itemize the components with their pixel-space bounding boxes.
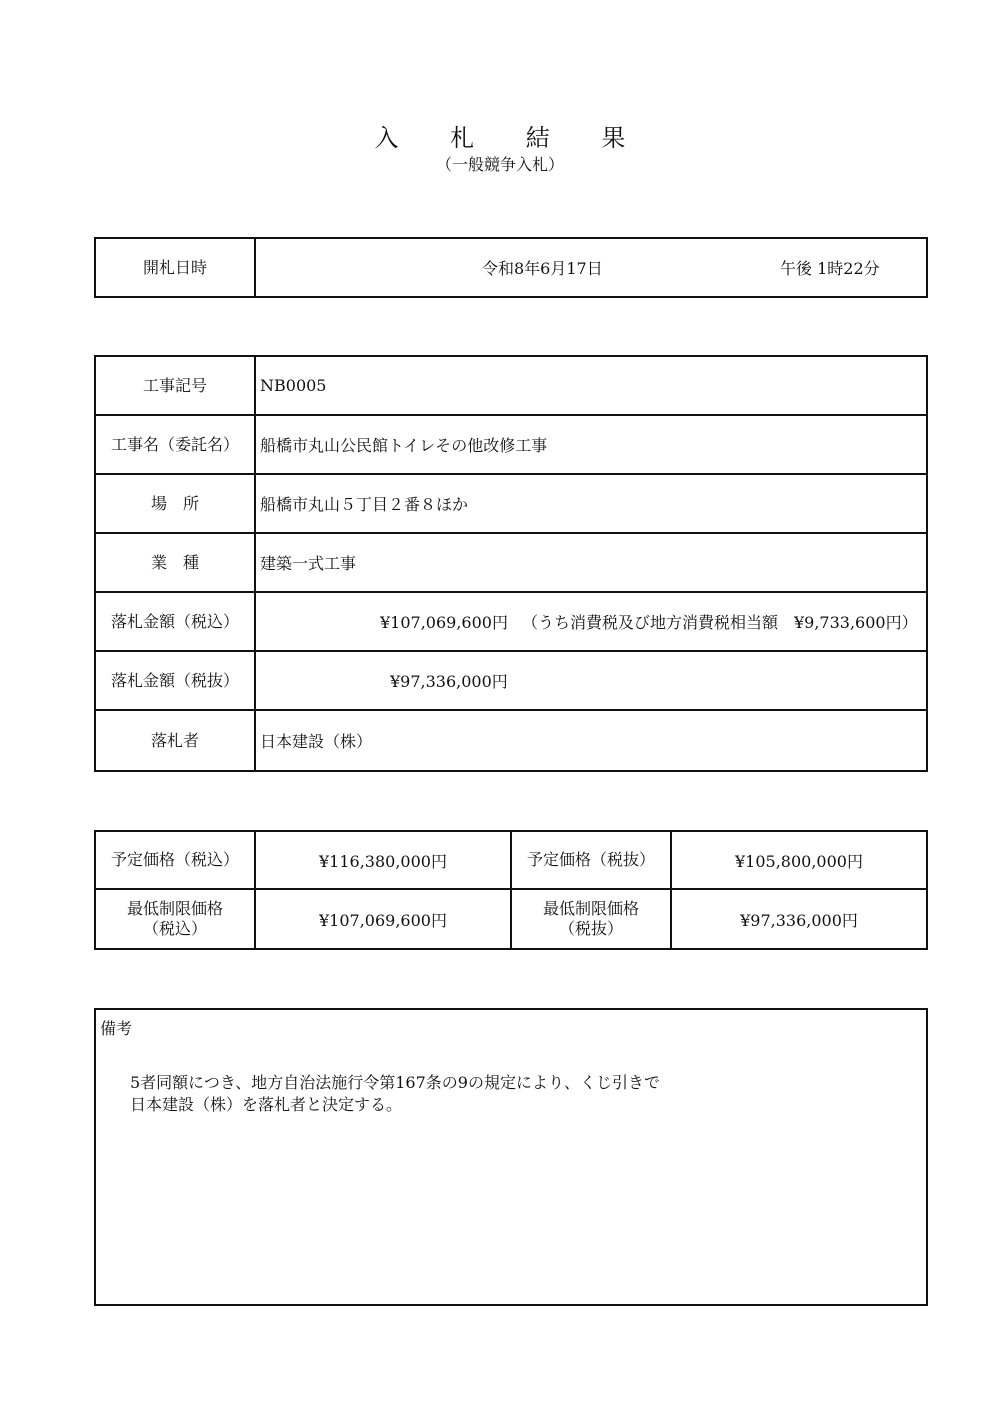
construction-name-value: 船橋市丸山公民館トイレその他改修工事 [260,436,548,455]
planned-price-excl-label: 予定価格（税抜） [512,832,672,888]
remarks-box [94,1008,928,1306]
bid-info-table [94,355,928,772]
winning-amount-excl-label: 落札金額（税抜） [96,652,256,709]
planned-price-excl-value: ¥105,800,000円 [735,851,863,871]
planned-price-incl-value: ¥116,380,000円 [256,832,512,888]
remarks-line-1: 5者同額につき、地方自治法施行令第167条の9の規定により、くじ引きで [130,1073,660,1092]
construction-name-label: 工事名（委託名） [96,416,256,473]
winner-value: 日本建設（株） [260,732,373,751]
min-price-incl-label-line2: （税込） [142,919,207,938]
winning-amount-incl-label: 落札金額（税込） [96,593,256,650]
open-datetime-row [96,239,926,296]
industry-label: 業 種 [96,534,256,591]
table-row [96,534,926,593]
table-row [96,711,926,770]
table-row [96,357,926,416]
page-title: 入 札 結 果 [374,124,648,152]
winning-amount-excl-cell [256,652,926,709]
open-time: 午後 1時22分 [780,259,880,278]
winner-label: 落札者 [96,711,256,770]
location-value: 船橋市丸山５丁目２番８ほか [260,495,469,514]
table-row [96,593,926,652]
table-row [96,475,926,534]
open-datetime-box [94,237,928,298]
min-price-incl-label-line1: 最低制限価格 [126,899,223,918]
table-row [96,416,926,475]
min-price-incl-value: ¥107,069,600円 [256,890,512,948]
remarks-label: 備考 [100,1019,133,1038]
planned-price-incl-label: 予定価格（税込） [96,832,256,888]
price-table [94,830,928,950]
open-date: 令和8年6月17日 [482,259,603,278]
winning-amount-excl-value: ¥97,336,000円 [390,672,508,691]
min-price-excl-label-line1: 最低制限価格 [542,899,639,918]
construction-code-label: 工事記号 [96,357,256,414]
open-datetime-label: 開札日時 [96,239,256,296]
min-price-incl-label [96,890,256,948]
table-row [96,652,926,711]
location-label: 場 所 [96,475,256,532]
table-row [96,890,926,948]
page-subtitle: （一般競争入札） [435,155,564,174]
min-price-excl-value: ¥97,336,000円 [740,910,858,930]
construction-code-value: NB0005 [260,376,327,395]
open-datetime-value [256,239,926,296]
min-price-excl-label-line2: （税抜） [558,919,623,938]
tax-note: （うち消費税及び地方消費税相当額 ¥9,733,600円） [521,613,918,632]
min-price-excl-label [512,890,672,948]
table-row [96,832,926,890]
winning-amount-incl-cell [256,593,926,650]
industry-value: 建築一式工事 [260,554,357,573]
remarks-line-2: 日本建設（株）を落札者と決定する。 [130,1095,403,1114]
winning-amount-incl-value: ¥107,069,600円 [380,613,508,632]
